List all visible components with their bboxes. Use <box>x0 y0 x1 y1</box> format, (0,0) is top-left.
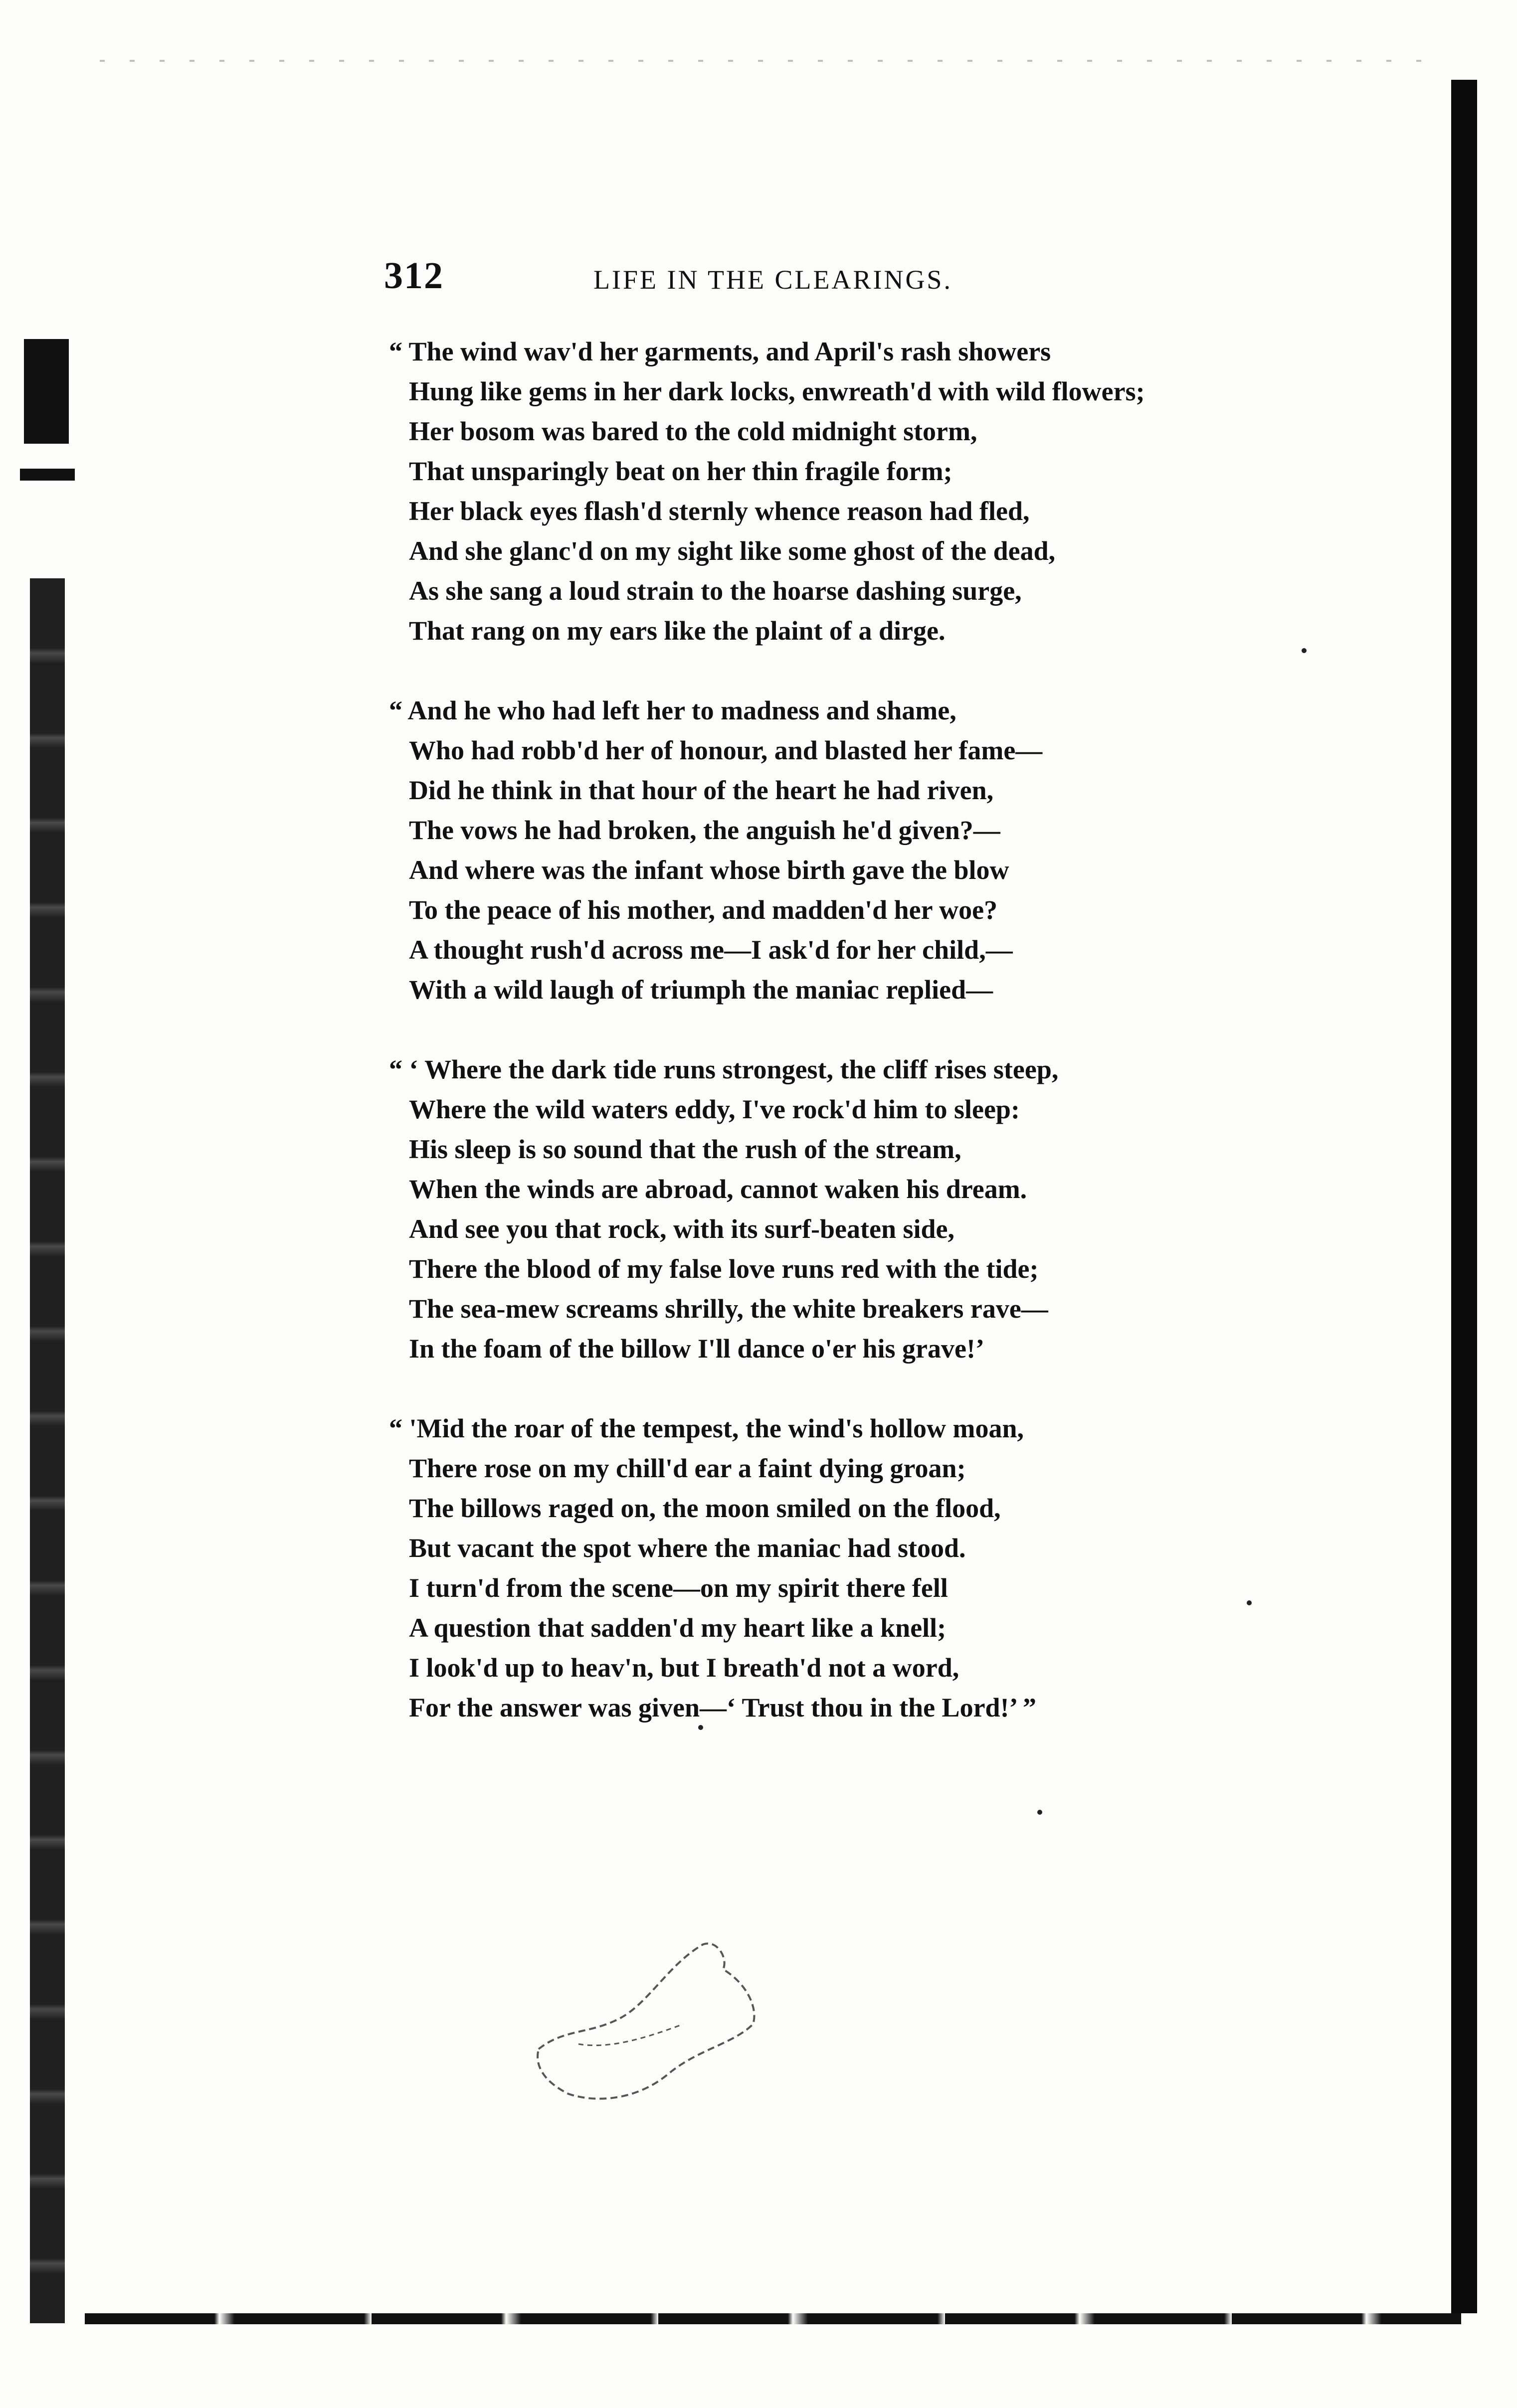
ink-speck <box>1302 648 1307 653</box>
poem-line: “ The wind wav'd her garments, and April's rash showers <box>389 337 1051 366</box>
poem-line: Her black eyes flash'd sternly whence reason had fled, <box>409 496 1030 526</box>
poem-line: There rose on my chill'd ear a faint dying groan; <box>409 1453 966 1483</box>
poem-line: A thought rush'd across me—I ask'd for her child,— <box>409 935 1013 965</box>
poem-line: Hung like gems in her dark locks, enwreath'd with wild flowers; <box>409 376 1145 406</box>
stanza <box>389 332 1406 651</box>
poem-line: But vacant the spot where the maniac had stood. <box>409 1533 966 1563</box>
pencil-doodle <box>519 1924 778 2114</box>
poem-line: Who had robb'd her of honour, and blasted her fame— <box>409 735 1043 765</box>
poem-line: To the peace of his mother, and madden'd her woe? <box>409 895 998 925</box>
poem-line: “ ‘ Where the dark tide runs strongest, the cliff rises steep, <box>389 1054 1059 1084</box>
poem-line: Her bosom was bared to the cold midnight storm, <box>409 416 977 446</box>
poem-line: The sea-mew screams shrilly, the white breakers rave— <box>409 1294 1048 1324</box>
poem-line: I look'd up to heav'n, but I breath'd not a word, <box>409 1653 959 1683</box>
scan-edge-bottom <box>85 2313 1461 2324</box>
ink-speck <box>698 1725 703 1730</box>
poem <box>389 332 1406 1767</box>
scan-edge-left <box>30 578 65 2323</box>
poem-line: I turn'd from the scene—on my spirit there fell <box>409 1573 948 1603</box>
scan-edge-left-mark <box>24 339 69 444</box>
ink-speck <box>1037 1810 1042 1815</box>
poem-line: The billows raged on, the moon smiled on the flood, <box>409 1493 1001 1523</box>
poem-line: And where was the infant whose birth gave the blow <box>409 855 1009 885</box>
poem-line: And see you that rock, with its surf-beaten side, <box>409 1214 955 1244</box>
poem-line: Where the wild waters eddy, I've rock'd him to sleep: <box>409 1094 1020 1124</box>
scan-edge-right <box>1451 80 1477 2313</box>
poem-line: Did he think in that hour of the heart he had riven, <box>409 775 994 805</box>
poem-line: That rang on my ears like the plaint of a dirge. <box>409 616 946 646</box>
poem-line: For the answer was given—‘ Trust thou in the Lord!’ ” <box>409 1693 1037 1722</box>
stanza <box>389 1408 1406 1727</box>
poem-line: When the winds are abroad, cannot waken his dream. <box>409 1174 1027 1204</box>
scan-edge-left-dash <box>20 469 75 481</box>
stanza <box>389 1049 1406 1369</box>
poem-line: The vows he had broken, the anguish he'd given?— <box>409 815 1000 845</box>
poem-line: A question that sadden'd my heart like a knell; <box>409 1613 947 1643</box>
poem-line: “ 'Mid the roar of the tempest, the wind's hollow moan, <box>389 1413 1024 1443</box>
running-head <box>384 254 1082 299</box>
poem-line: In the foam of the billow I'll dance o'er his grave!’ <box>409 1334 984 1364</box>
poem-line: His sleep is so sound that the rush of the stream, <box>409 1134 961 1164</box>
scan-edge-top <box>100 60 1446 62</box>
ink-speck <box>1247 1600 1252 1605</box>
poem-line: And she glanc'd on my sight like some ghost of the dead, <box>409 536 1056 566</box>
page-number: 312 <box>384 255 444 297</box>
stanza <box>389 690 1406 1010</box>
poem-line: That unsparingly beat on her thin fragile form; <box>409 456 952 486</box>
poem-line: As she sang a loud strain to the hoarse dashing surge, <box>409 576 1022 606</box>
poem-line: There the blood of my false love runs red with the tide; <box>409 1254 1039 1284</box>
poem-line: With a wild laugh of triumph the maniac replied— <box>409 975 993 1005</box>
poem-line: “ And he who had left her to madness and shame, <box>389 695 956 725</box>
running-head-title: LIFE IN THE CLEARINGS. <box>593 265 952 295</box>
